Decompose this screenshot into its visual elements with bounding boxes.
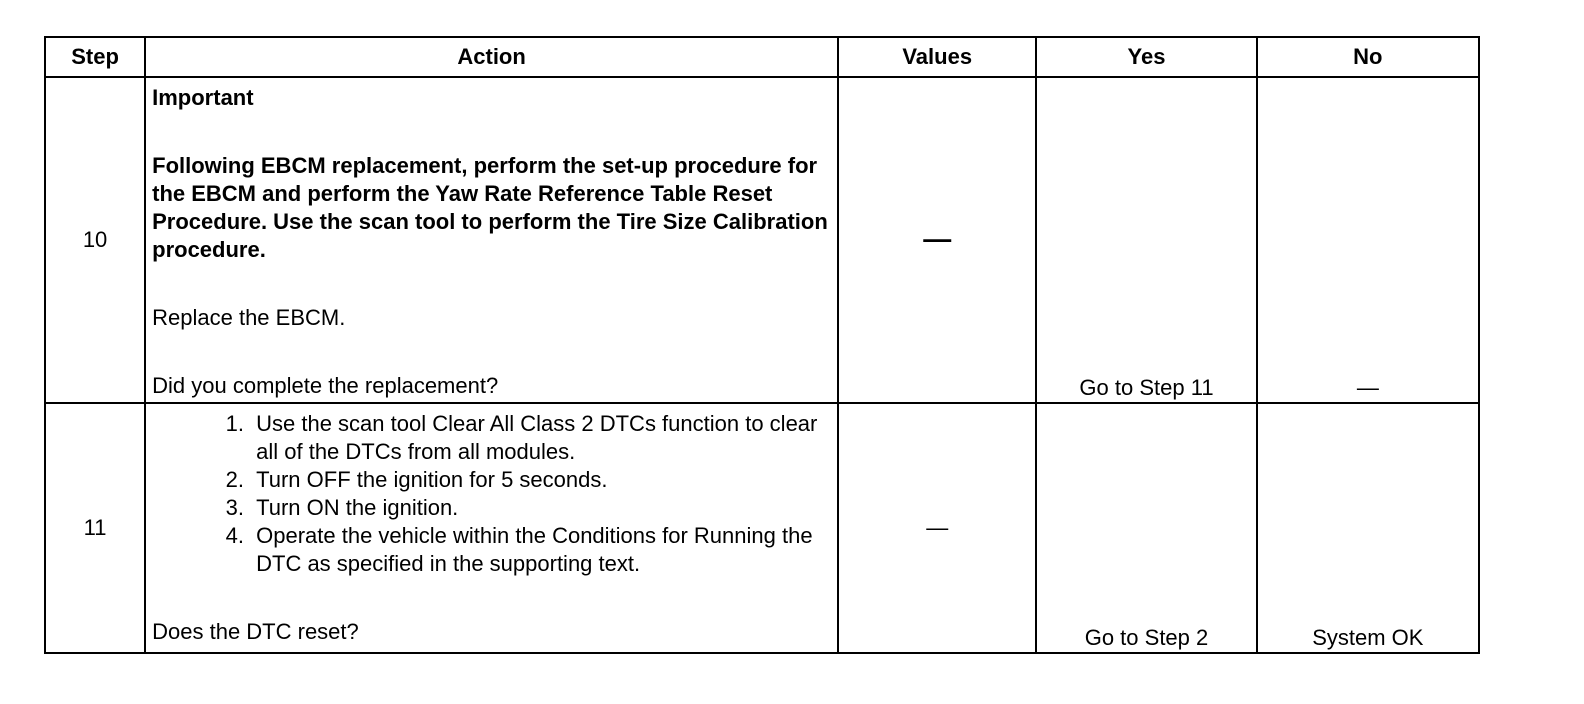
- step-number: 11: [45, 403, 145, 653]
- no-value: System OK: [1312, 625, 1424, 650]
- no-cell: [1257, 403, 1479, 653]
- procedure-item: 3. Turn ON the ignition.: [250, 494, 829, 522]
- no-cell: [1257, 77, 1479, 403]
- step-question: Does the DTC reset?: [152, 619, 359, 644]
- header-values: Values: [838, 37, 1036, 77]
- header-row: [45, 37, 1479, 77]
- diagnostic-table: [44, 36, 1480, 654]
- header-action: Action: [145, 37, 838, 77]
- header-no: No: [1257, 37, 1479, 77]
- action-cell: [145, 403, 838, 653]
- important-text: Following EBCM replacement, perform the set-up procedure for the EBCM and perform the Yaw Rate Reference Table Reset Procedure. Use the scan tool to perform the Tire Size Calibration procedure.: [152, 153, 828, 262]
- yes-link[interactable]: Go to Step 11: [1079, 375, 1214, 400]
- procedure-item: 1. Use the scan tool Clear All Class 2 DTCs function to clear all of the DTCs from all modules.: [250, 410, 829, 466]
- values-dash: —: [926, 515, 949, 540]
- important-label: Important: [152, 85, 254, 110]
- header-yes: Yes: [1036, 37, 1256, 77]
- action-text: Replace the EBCM.: [152, 305, 346, 330]
- values-dash: —: [923, 223, 952, 254]
- yes-link[interactable]: Go to Step 2: [1084, 625, 1209, 650]
- values-cell: [838, 77, 1036, 403]
- yes-cell: [1036, 403, 1256, 653]
- action-cell: [145, 77, 838, 403]
- procedure-item: 4. Operate the vehicle within the Conditions for Running the DTC as specified in the supporting text.: [250, 522, 829, 578]
- step-number: 10: [45, 77, 145, 403]
- table-row: [45, 403, 1479, 653]
- values-cell: [838, 403, 1036, 653]
- step-question: Did you complete the replacement?: [152, 373, 499, 398]
- table-row: [45, 77, 1479, 403]
- procedure-list: [152, 410, 829, 578]
- procedure-item: 2. Turn OFF the ignition for 5 seconds.: [250, 466, 829, 494]
- header-step: Step: [45, 37, 145, 77]
- yes-cell: [1036, 77, 1256, 403]
- no-value: —: [1356, 375, 1379, 400]
